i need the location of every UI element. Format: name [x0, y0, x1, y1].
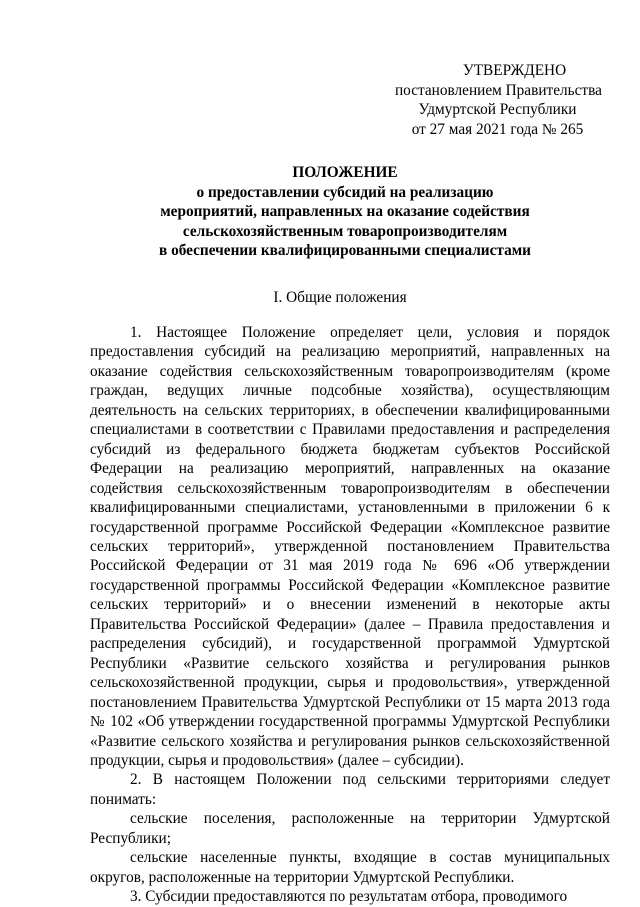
title-heading: ПОЛОЖЕНИЕ: [292, 164, 398, 181]
paragraph: сельские поселения, расположенные на территории Удмуртской Республики;: [90, 810, 610, 847]
title-line: о предоставлении субсидий на реализацию: [196, 183, 494, 201]
approval-heading: УТВЕРЖДЕНО: [462, 62, 567, 79]
title-line: сельскохозяйственным товаропроизводителям: [182, 222, 508, 240]
section-heading: I. Общие положения: [273, 289, 407, 306]
approval-line: постановлением Правительства: [395, 81, 602, 99]
approval-line: Удмуртской Республики: [418, 101, 577, 118]
title-line: в обеспечении квалифицированными специалистами: [158, 242, 531, 259]
paragraph: 1. Настоящее Положение определяет цели, условия и порядок предоставления субсидий на реализацию мероприятий, направленных на оказание содействия сельскохозяйственным товаропроизводителям (кроме граждан, ведущих личные подсобные хозяйства), осуществляющим деятельность на сельских территориях, в обеспечении квалифицированными специалистами в соответствии с Правилами предоставления и распределения субсидий из федерального бюджета бюджетам субъектов Российской Федерации на реализацию мероприятий, направленных на оказание содействия сельскохозяйственным товаропроизводителям в обеспечении квалифицированными специалистами, установленными в приложении 6 к государственной программе Российской Федерации «Комплексное развитие сельских территорий», утвержденной постановлением Правительства Российской Федерации от 31 мая 2019 года № 696 «Об утверждении государственной программы Российской Федерации «Комплексное развитие сельских территорий» и о внесении изменений в некоторые акты Правительства Российской Федерации» (далее – Правила предоставления и распределения субсидий), и государственной программой Удмуртской Республики «Развитие сельского хозяйства и регулирования рынков сельскохозяйственной продукции, сырья и продовольствия», утвержденной постановлением Правительства Удмуртской Республики от 15 марта 2013 года № 102 «Об утверждении государственной программы Удмуртской Республики «Развитие сельского хозяйства и регулирования рынков сельскохозяйственной продукции, сырья и продовольствия» (далее – субсидии).: [90, 324, 610, 769]
document-title: [150, 163, 540, 261]
paragraph: сельские населенные пункты, входящие в состав муниципальных округов, расположенные на территории Удмуртской Республики.: [90, 849, 610, 886]
approval-stamp: [395, 61, 600, 139]
paragraph: 2. В настоящем Положении под сельскими территориями следует понимать:: [90, 771, 610, 808]
title-line: мероприятий, направленных на оказание содействия: [160, 203, 530, 220]
paragraph: 3. Субсидии предоставляются по результатам отбора, проводимого: [130, 888, 568, 906]
approval-date-number: от 27 мая 2021 года № 265: [411, 120, 584, 138]
document-body: [90, 323, 610, 907]
